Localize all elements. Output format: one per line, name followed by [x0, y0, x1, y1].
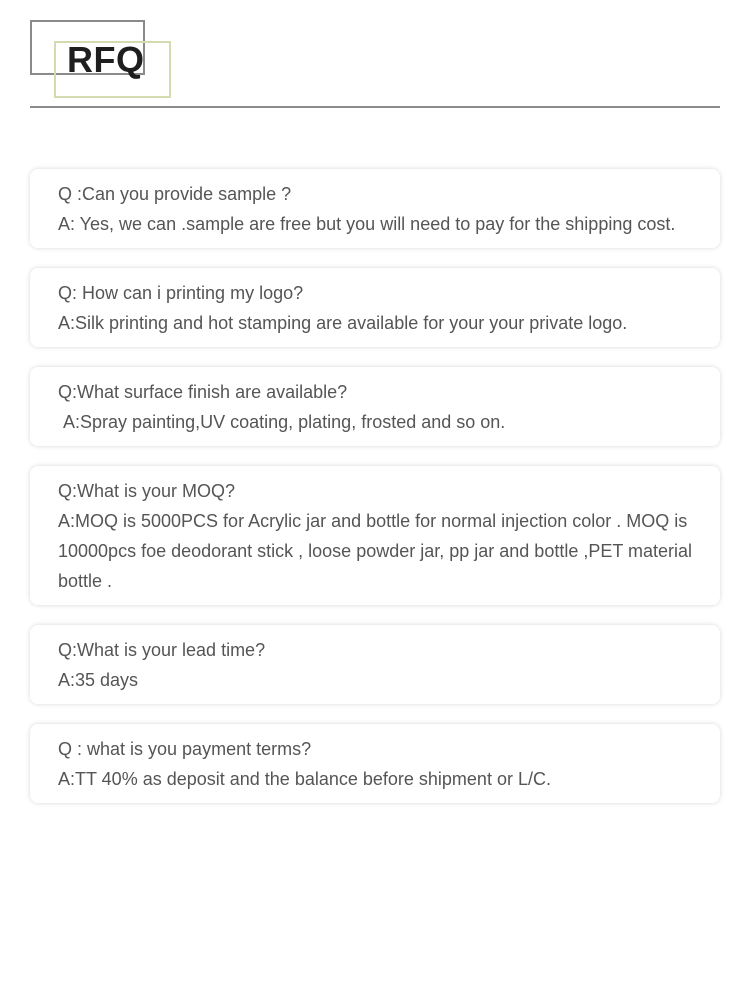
- faq-card-lead-time: [30, 625, 720, 704]
- faq-list: [30, 169, 720, 823]
- faq-answer: A:Silk printing and hot stamping are available for your your private logo.: [58, 313, 628, 333]
- faq-answer: A:TT 40% as deposit and the balance before shipment or L/C.: [58, 769, 551, 789]
- faq-question: Q:What surface finish are available?: [58, 382, 348, 402]
- page-header: [0, 0, 750, 110]
- header-divider: [30, 106, 720, 108]
- faq-question: Q:What is your MOQ?: [58, 481, 236, 501]
- faq-card-surface-finish: [30, 367, 720, 446]
- faq-card-sample: [30, 169, 720, 248]
- faq-question: Q: How can i printing my logo?: [58, 283, 304, 303]
- faq-question: Q:What is your lead time?: [58, 640, 266, 660]
- faq-card-logo-printing: [30, 268, 720, 347]
- faq-answer: A:MOQ is 5000PCS for Acrylic jar and bottle for normal injection color . MOQ is 10000pcs foe deodorant stick , loose powder jar, pp jar and bottle ,PET material bottle .: [58, 511, 698, 591]
- faq-answer: A:Spray painting,UV coating, plating, frosted and so on.: [58, 412, 506, 432]
- faq-answer: A:35 days: [58, 670, 139, 690]
- faq-card-payment-terms: [30, 724, 720, 803]
- faq-question: Q : what is you payment terms?: [58, 739, 312, 759]
- faq-question: Q :Can you provide sample ?: [58, 184, 292, 204]
- faq-card-moq: [30, 466, 720, 605]
- faq-answer: A: Yes, we can .sample are free but you will need to pay for the shipping cost.: [58, 214, 676, 234]
- page-title: RFQ: [67, 39, 145, 80]
